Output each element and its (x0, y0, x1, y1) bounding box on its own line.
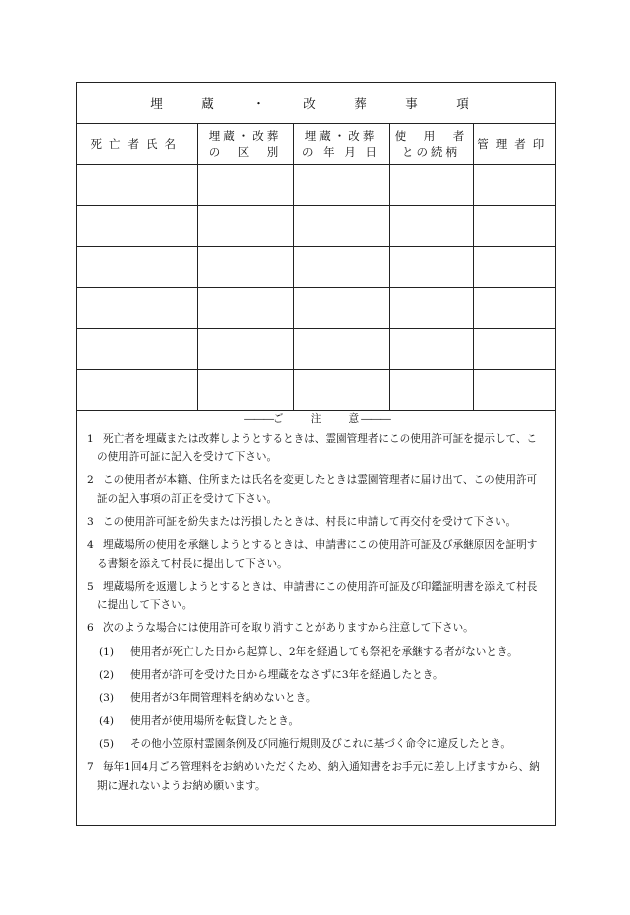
header-burial-date: 埋蔵・改葬 の 年 月 日 (293, 124, 389, 165)
note-sub-item: (2) 使用者が許可を受けた日から埋蔵をなさずに3年を経過したとき。 (99, 668, 444, 681)
entry-cell[interactable] (77, 288, 197, 329)
note-sub-item: (5) その他小笠原村霊園条例及び同施行規則及びこれに基づく命令に違反したとき。 (99, 737, 511, 750)
entry-cell[interactable] (389, 206, 473, 247)
entry-cell[interactable] (293, 206, 389, 247)
entry-cell[interactable] (197, 370, 293, 411)
note-item: 6 次のような場合には使用許可を取り消すことがありますから注意して下さい。 (87, 622, 474, 635)
entry-cell[interactable] (77, 370, 197, 411)
note-item: 5 埋蔵場所を返還しようとするときは、申請書にこの使用許可証及び印鑑証明書を添えて村長に提出して下さい。 (87, 580, 538, 612)
entry-cell[interactable] (77, 165, 197, 206)
table-row (77, 329, 555, 370)
entry-cell[interactable] (473, 165, 555, 206)
entry-cell[interactable] (197, 206, 293, 247)
entry-cell[interactable] (473, 288, 555, 329)
entry-cell[interactable] (293, 329, 389, 370)
table-row (77, 247, 555, 288)
table-title: 埋 蔵 ・ 改 葬 事 項 (77, 83, 555, 124)
note-sub-item: (1) 使用者が死亡した日から起算し、2年を経過しても祭祀を承継する者がないとき。 (99, 645, 518, 658)
permit-form-frame (76, 82, 556, 826)
entry-cell[interactable] (77, 329, 197, 370)
entry-cell[interactable] (473, 370, 555, 411)
table-row (77, 288, 555, 329)
note-sub-item: (4) 使用者が使用場所を転貸したとき。 (99, 714, 300, 727)
table-row (77, 165, 555, 206)
entry-cell[interactable] (389, 370, 473, 411)
entry-cell[interactable] (293, 370, 389, 411)
header-deceased-name: 死亡者氏名 (77, 124, 197, 165)
note-item: 1 死亡者を埋蔵または改葬しようとするときは、霊園管理者にこの使用許可証を提示して、この使用許可証に記入を受けて下さい。 (87, 432, 538, 464)
entry-cell[interactable] (473, 247, 555, 288)
header-manager-seal: 管理者印 (473, 124, 555, 165)
entry-cell[interactable] (389, 329, 473, 370)
header-relationship: 使 用 者 との続柄 (389, 124, 473, 165)
entry-cell[interactable] (197, 165, 293, 206)
entry-cell[interactable] (293, 247, 389, 288)
entry-cell[interactable] (389, 165, 473, 206)
note-sub-item: (3) 使用者が3年間管理料を納めないとき。 (99, 691, 317, 704)
notes-heading: ―――ご 注 意――― (244, 413, 390, 425)
note-item: 4 埋蔵場所の使用を承継しようとするときは、申請書にこの使用許可証及び承継原因を証明する書類を添えて村長に提出して下さい。 (87, 539, 538, 570)
table-row (77, 370, 555, 411)
notes-section (77, 408, 555, 800)
entry-cell[interactable] (473, 329, 555, 370)
note-item: 2 この使用者が本籍、住所または氏名を変更したときは霊園管理者に届け出て、この使用許可証の記入事項の訂正を受けて下さい。 (87, 474, 538, 505)
entry-cell[interactable] (389, 247, 473, 288)
entry-cell[interactable] (77, 247, 197, 288)
note-item: 3 この使用許可証を紛失または汚損したときは、村長に申請して再交付を受けて下さい。 (87, 515, 517, 528)
entry-cell[interactable] (293, 288, 389, 329)
entry-cell[interactable] (77, 206, 197, 247)
note-item: 7 毎年1回4月ごろ管理料をお納めいただくため、納入通知書をお手元に差し上げますから、納期に遅れないようお納め願います。 (87, 761, 540, 792)
header-burial-type: 埋蔵・改葬 の 区 別 (197, 124, 293, 165)
entry-cell[interactable] (197, 288, 293, 329)
entry-cell[interactable] (293, 165, 389, 206)
table-row (77, 206, 555, 247)
entry-cell[interactable] (197, 329, 293, 370)
burial-record-table (77, 83, 555, 411)
entry-cell[interactable] (389, 288, 473, 329)
entry-cell[interactable] (473, 206, 555, 247)
entry-cell[interactable] (197, 247, 293, 288)
